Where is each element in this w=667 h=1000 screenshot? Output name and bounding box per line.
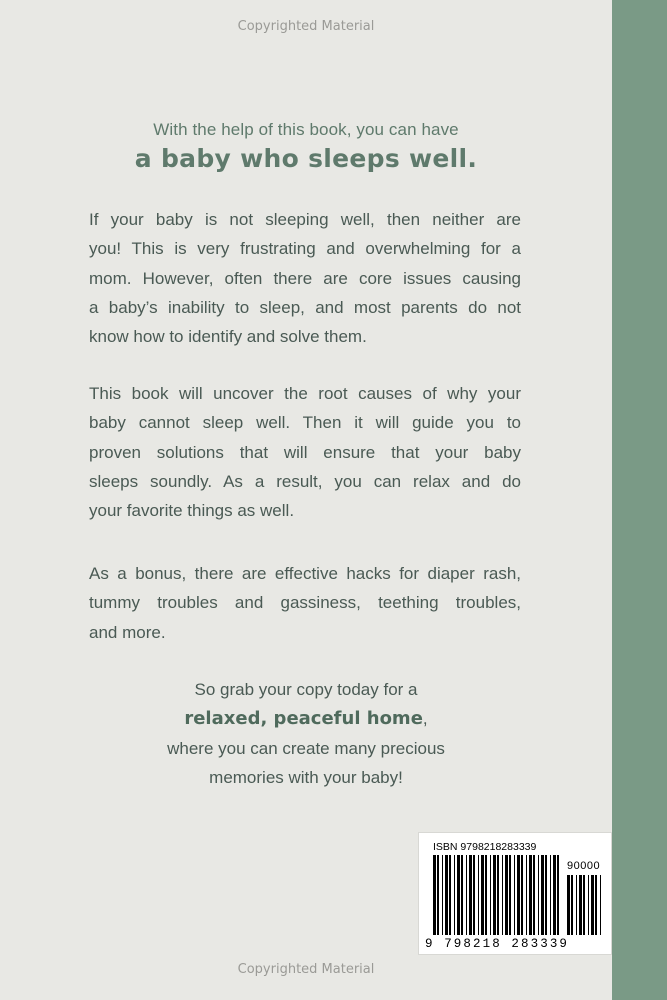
outro-comma: , xyxy=(422,709,428,729)
paragraph-line: a baby’s inability to sleep, and most parents do not xyxy=(89,297,521,317)
paragraph-line: your favorite things as well. xyxy=(89,501,295,521)
barcode-bar xyxy=(473,855,475,935)
barcode-bar xyxy=(485,855,487,935)
price-code: 90000 xyxy=(567,860,601,872)
barcode-bar xyxy=(529,855,532,935)
barcode-bar xyxy=(469,855,472,935)
barcode-bar xyxy=(490,855,491,935)
barcode-bar xyxy=(576,875,577,935)
barcode-bar xyxy=(466,855,467,935)
barcode-bar xyxy=(541,855,544,935)
barcode-bar xyxy=(550,855,551,935)
intro-block xyxy=(0,120,612,173)
paragraph-1 xyxy=(89,205,521,351)
barcode-bar xyxy=(502,855,503,935)
paragraph-line: tummy troubles and gassiness, teething troubles, xyxy=(89,593,521,613)
watermark-bottom: Copyrighted Material xyxy=(237,962,375,977)
barcode-bar xyxy=(478,855,479,935)
barcode-bar xyxy=(509,855,511,935)
watermark-top: Copyrighted Material xyxy=(237,19,375,34)
paragraph-line: proven solutions that will ensure that your baby xyxy=(89,442,521,462)
barcode-bar xyxy=(457,855,460,935)
outro-line-2 xyxy=(0,704,612,733)
barcode-bar xyxy=(505,855,508,935)
barcode-bar xyxy=(445,855,448,935)
intro-line: With the help of this book, you can have xyxy=(153,120,459,139)
barcode-bar xyxy=(433,855,436,935)
paragraph-line: know how to identify and solve them. xyxy=(89,327,367,347)
barcode-bar xyxy=(571,875,573,935)
paragraph-line: As a bonus, there are effective hacks for diaper rash, xyxy=(89,564,521,583)
barcode-bar xyxy=(437,855,439,935)
isbn-digits: 9 798218 283339 xyxy=(425,937,570,951)
barcode-bar xyxy=(449,855,451,935)
paragraph-line: This book will uncover the root causes of why your xyxy=(89,384,521,403)
barcode-bar xyxy=(553,855,556,935)
outro-bold-phrase: relaxed, peaceful home xyxy=(184,708,423,730)
barcode-bar xyxy=(545,855,547,935)
paragraph-line: If your baby is not sleeping well, then neither are xyxy=(89,210,521,229)
paragraph-line: and more. xyxy=(89,622,166,642)
barcode-bar xyxy=(442,855,443,935)
spine-stripe xyxy=(612,0,667,1000)
barcode-bar xyxy=(521,855,523,935)
barcode-bar xyxy=(493,855,496,935)
barcode-bar xyxy=(454,855,455,935)
paragraph-line: you! This is very frustrating and overwhelming for a xyxy=(89,239,521,259)
outro-block xyxy=(0,675,612,792)
barcode-bar xyxy=(517,855,520,935)
barcode-bar xyxy=(538,855,539,935)
outro-line-1: So grab your copy today for a xyxy=(194,680,418,699)
barcode-bar xyxy=(588,875,589,935)
isbn-barcode xyxy=(418,832,612,955)
paragraph-line: sleeps soundly. As a result, you can relax and do xyxy=(89,471,521,491)
paragraph-3 xyxy=(89,559,521,647)
paragraph-line: mom. However, often there are core issues causing xyxy=(89,268,521,288)
barcode-bar xyxy=(567,875,570,935)
outro-line-4: memories with your baby! xyxy=(209,767,403,787)
barcode-bar xyxy=(497,855,499,935)
isbn-label: ISBN 9798218283339 xyxy=(433,841,537,853)
paragraph-2 xyxy=(89,379,521,525)
paragraph-line: baby cannot sleep well. Then it will guide you to xyxy=(89,413,521,433)
barcode-bar xyxy=(514,855,515,935)
barcode-bar xyxy=(481,855,484,935)
barcode-bar xyxy=(600,875,601,935)
barcode-bar xyxy=(591,875,594,935)
barcode-bar xyxy=(595,875,597,935)
barcode-bar xyxy=(579,875,582,935)
intro-highlight: a baby who sleeps well. xyxy=(134,144,478,173)
barcode-bar xyxy=(461,855,463,935)
barcode-bar xyxy=(533,855,535,935)
barcode-bar xyxy=(557,855,559,935)
outro-line-3: where you can create many precious xyxy=(167,738,445,758)
barcode-bar xyxy=(526,855,527,935)
barcode-bar xyxy=(583,875,585,935)
